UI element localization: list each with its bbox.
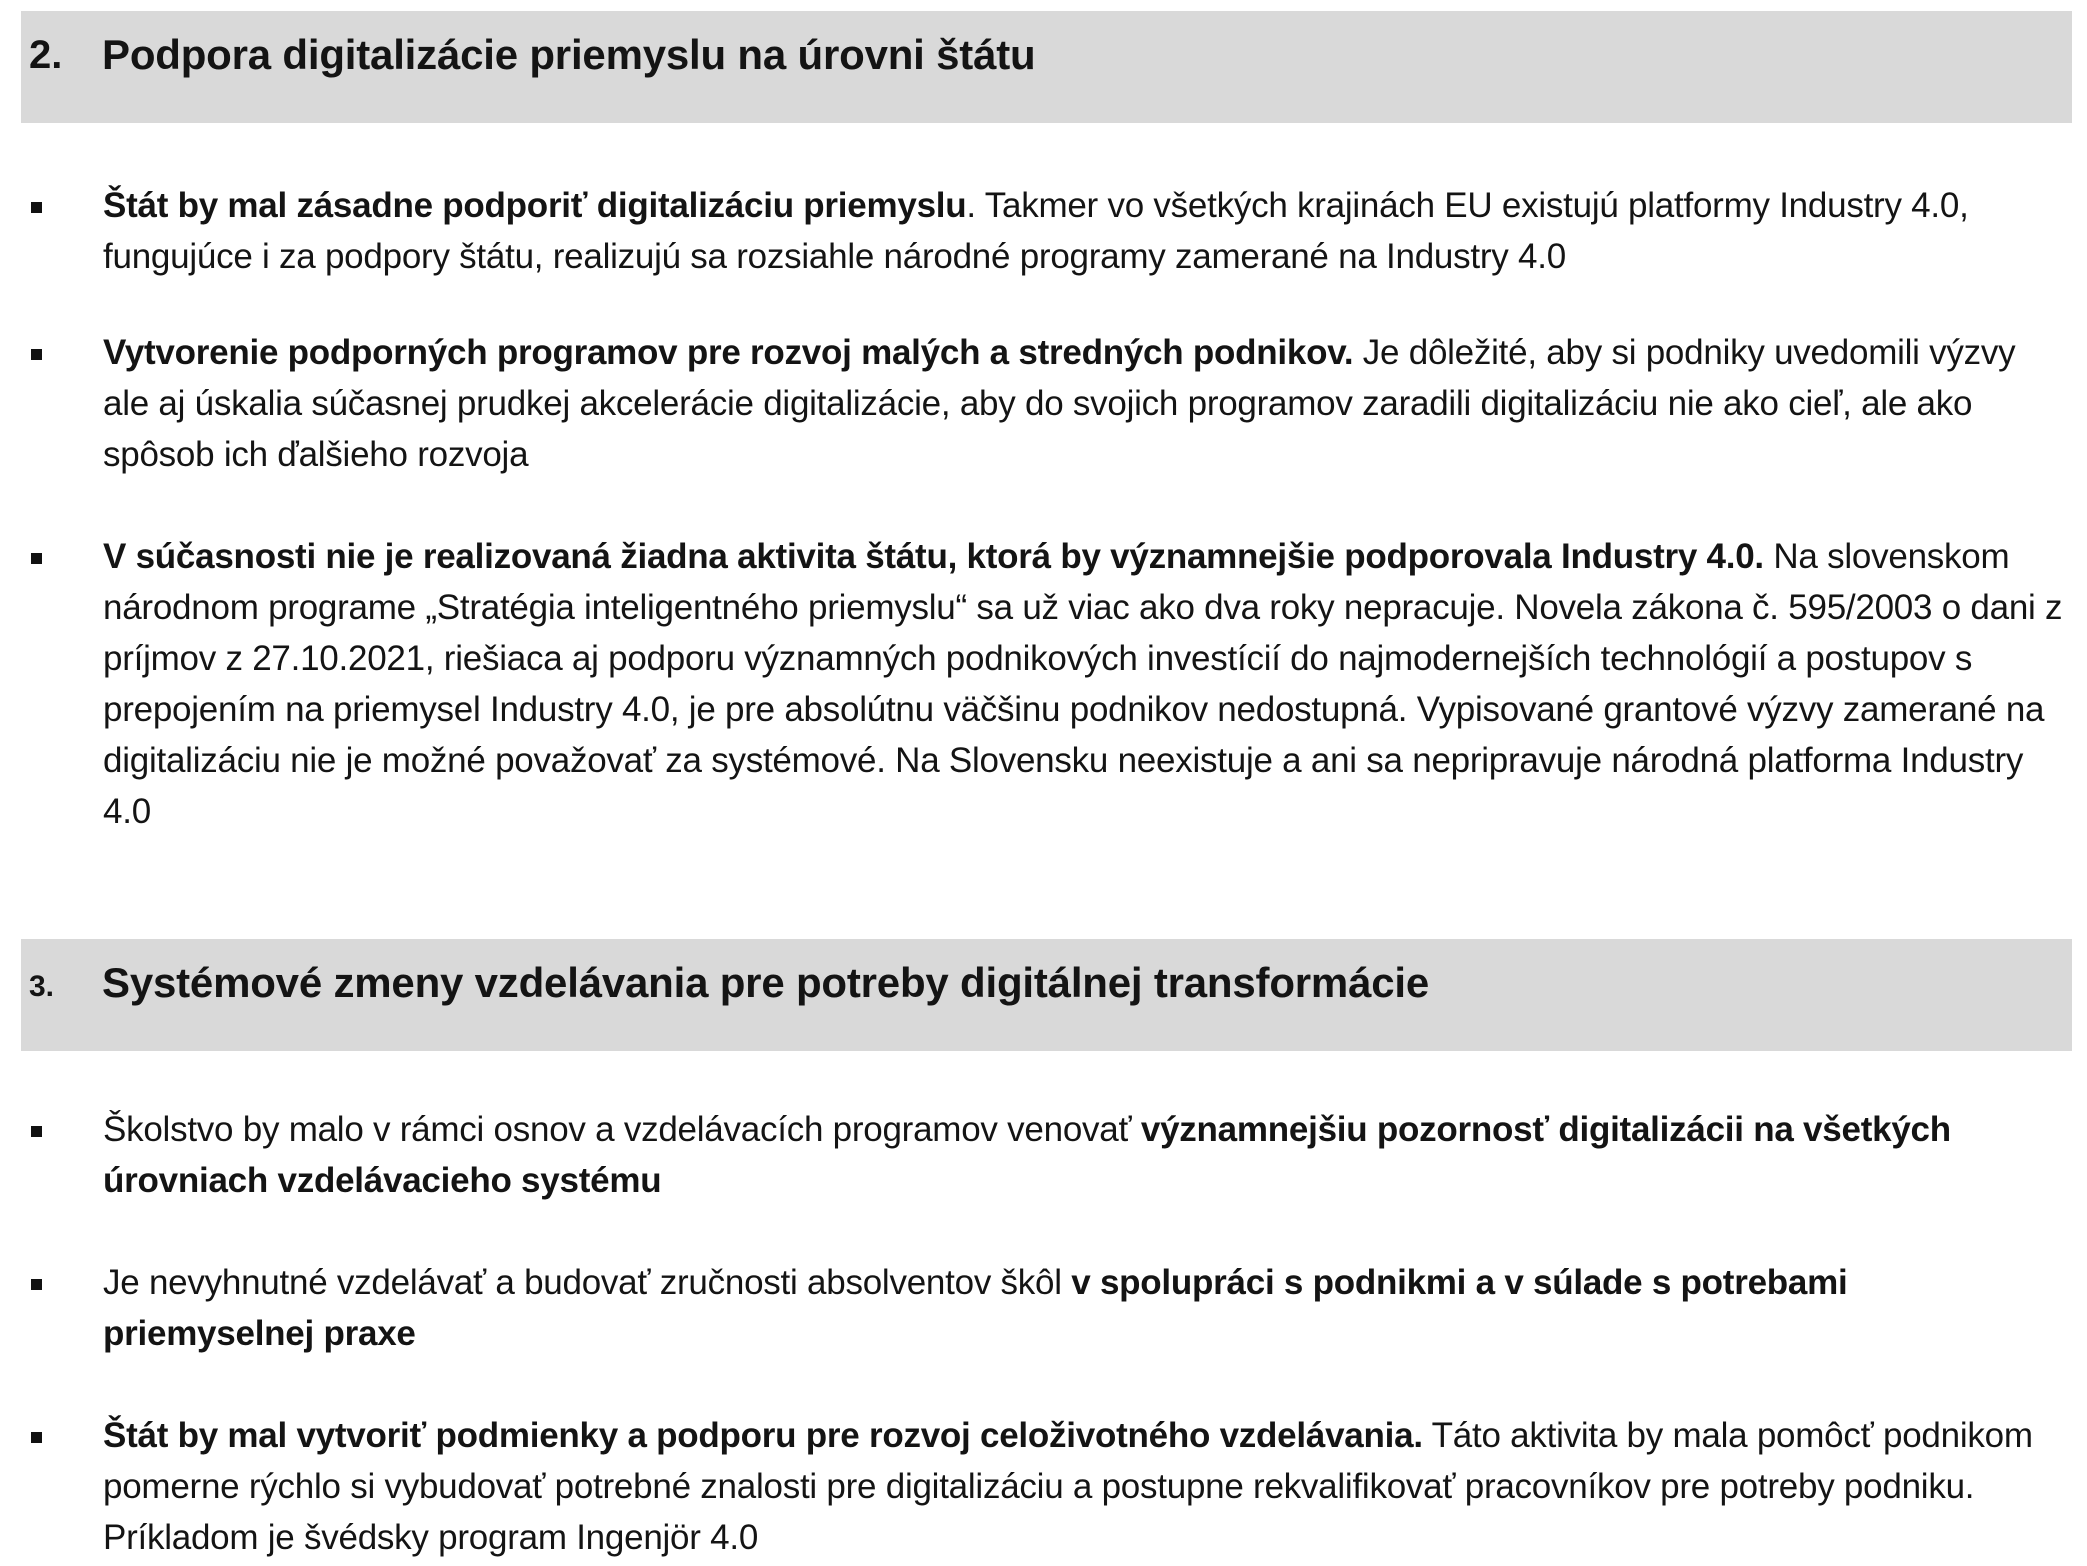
bullet-body: Školstvo by malo v rámci osnov a vzdelávacích programov venovať bbox=[103, 1110, 1141, 1149]
bullet-body: Je nevyhnutné vzdelávať a budovať zručnosti absolventov škôl bbox=[103, 1263, 1072, 1302]
section-2-header bbox=[21, 11, 2072, 123]
section-2-title: Podpora digitalizácie priemyslu na úrovni štátu bbox=[102, 31, 1036, 78]
bullet-body: Je dôležité, aby si podniky uvedomili výzvy ale aj úskalia súčasnej prudkej akcelerácie digitalizácie, aby do svojich programov zaradili digitalizáciu nie ako cieľ, ale ako spôsob ich ďalšieho rozvoja bbox=[103, 333, 2016, 474]
bullet-text bbox=[103, 1410, 2065, 1563]
bullet-marker bbox=[31, 1126, 42, 1137]
bullet-body: . Takmer vo všetkých krajinách EU existujú platformy Industry 4.0, fungujúce i za podpory štátu, realizujú sa rozsiahle národné programy zamerané na Industry 4.0 bbox=[103, 186, 1969, 276]
bullet-marker bbox=[31, 1279, 42, 1290]
bullet-text bbox=[103, 180, 2065, 282]
section-3-number: 3. bbox=[29, 970, 55, 1003]
bullet-marker bbox=[31, 349, 42, 360]
section-2-number: 2. bbox=[29, 33, 63, 77]
bullet-text bbox=[103, 1257, 2065, 1359]
bullet-bold: Štát by mal zásadne podporiť digitalizáciu priemyslu bbox=[103, 186, 967, 225]
bullet-body: Táto aktivita by mala pomôcť podnikom pomerne rýchlo si vybudovať potrebné znalosti pre digitalizáciu a postupne rekvalifikovať pracovníkov pre potreby podniku. Príkladom je švédsky program Ingenjör 4.0 bbox=[103, 1416, 2033, 1557]
bullet-bold: V súčasnosti nie je realizovaná žiadna aktivita štátu, ktorá by významnejšie podporovala Industry 4.0. bbox=[103, 537, 1764, 576]
bullet-text bbox=[103, 1104, 2065, 1206]
bullet-bold: v spolupráci s podnikmi a v súlade s potrebami priemyselnej praxe bbox=[103, 1263, 1848, 1353]
bullet-marker bbox=[31, 202, 42, 213]
bullet-bold: Štát by mal vytvoriť podmienky a podporu pre rozvoj celoživotného vzdelávania. bbox=[103, 1416, 1423, 1455]
section-3-header bbox=[21, 939, 2072, 1051]
bullet-marker bbox=[31, 1432, 42, 1443]
bullet-text bbox=[103, 531, 2065, 837]
bullet-bold: významnejšiu pozornosť digitalizácii na všetkých úrovniach vzdelávacieho systému bbox=[103, 1110, 1951, 1200]
bullet-body: Na slovenskom národnom programe „Stratégia inteligentného priemyslu“ sa už viac ako dva roky nepracuje. Novela zákona č. 595/2003 o dani z príjmov z 27.10.2021, riešiaca aj podporu významných podnikových investícií do najmodernejších technológií a postupov s prepojením na priemysel Industry 4.0, je pre absolútnu väčšinu podnikov nedostupná. Vypisované grantové výzvy zamerané na digitalizáciu nie je možné považovať za systémové. Na Slovensku neexistuje a ani sa nepripravuje národná platforma Industry 4.0 bbox=[103, 537, 2063, 831]
bullet-text bbox=[103, 327, 2065, 480]
bullet-bold: Vytvorenie podporných programov pre rozvoj malých a stredných podnikov. bbox=[103, 333, 1354, 372]
section-3-title: Systémové zmeny vzdelávania pre potreby digitálnej transformácie bbox=[102, 959, 1430, 1006]
bullet-marker bbox=[31, 553, 42, 564]
